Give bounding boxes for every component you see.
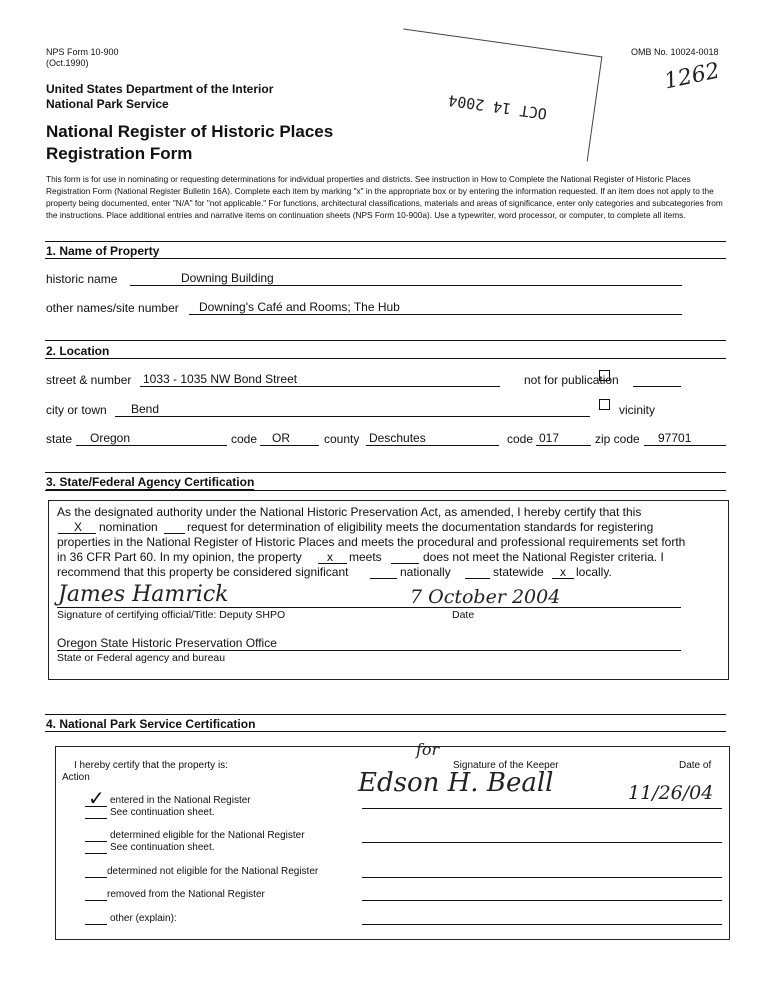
county-line [366,445,499,446]
city-label: city or town [46,403,107,417]
section-1-heading: 1. Name of Property [46,244,160,258]
see-cont-2-label: See continuation sheet. [110,842,215,853]
form-number: NPS Form 10-900 [46,47,119,57]
street-field[interactable]: 1033 - 1035 NW Bond Street [143,372,298,386]
eligible-signature-line [362,842,722,843]
vicinity-label: vicinity [619,403,656,417]
keeper-signature: Edson H. Beall [358,768,554,798]
signature-line [57,607,681,608]
agency-line [57,650,681,651]
determined-eligible-label: determined eligible for the National Register [110,830,305,841]
section-2-rule-bottom [45,358,726,359]
section-1-rule-bottom [45,258,726,259]
meets-mark[interactable]: x [327,550,333,564]
certifying-date: 7 October 2004 [410,586,561,608]
section-3-heading: 3. State/Federal Agency Certification [46,475,255,489]
state-line [76,445,227,446]
not-eligible-signature-line [362,877,722,878]
zip-line [644,445,726,446]
nomination-mark[interactable]: X [74,520,83,534]
state-code-line [260,445,319,446]
statewide-line [465,578,490,579]
locally-mark[interactable]: x [560,565,566,579]
section-3-rule [45,472,726,473]
agency-label: State or Federal agency and bureau [57,652,226,664]
omb-number: OMB No. 10024-0018 [631,47,719,57]
instructions-line-1: This form is for use in nominating or requesting determinations for individual properties and districts. See instruction in How to Complete the National Register of Historic Places [46,174,691,184]
signature-label: Signature of certifying official/Title: Deputy SHPO [57,609,286,621]
entered-label: entered in the National Register [110,795,251,806]
handwritten-number: 1262 [662,58,722,95]
nomination-label: nomination [99,520,158,534]
received-stamp [389,29,603,162]
state-code-field[interactable]: OR [272,431,290,445]
form-date: (Oct.1990) [46,58,89,68]
cert-line-5a: recommend that this property be considered significant [57,565,349,579]
department-name: United States Department of the Interior [46,82,274,96]
not-for-publication-checkbox[interactable] [599,370,610,381]
keeper-signature-line [362,808,722,809]
instructions-line-3: property being documented, enter "N/A" for "not applicable." For functions, architectural classifications, materials and areas of significance, enter only categories and subcategories from [46,198,723,208]
service-name: National Park Service [46,97,169,111]
other-signature-line [362,924,722,925]
city-line [115,416,590,417]
zip-label: zip code [595,432,640,446]
nationally-label: nationally [400,565,451,579]
county-code-line [536,445,591,446]
cert-line-3: properties in the National Register of Historic Places and meets the procedural and professional requirements set forth [57,535,686,549]
section-4-heading: 4. National Park Service Certification [46,717,256,731]
state-code-label: code [231,432,258,446]
cert-line-2: request for determination of eligibility meets the documentation standards for registering [187,520,654,534]
section-1-rule [45,241,726,242]
removed-signature-line [362,900,722,901]
nationally-line [370,578,397,579]
not-for-publication-label: not for publication [524,373,619,387]
action-label: Action [62,772,90,783]
other-names-label: other names/site number [46,301,179,315]
city-field[interactable]: Bend [131,402,160,416]
state-label: state [46,432,73,446]
form-title: National Register of Historic Places [46,122,334,141]
request-line [164,533,185,534]
other-names-field[interactable]: Downing's Café and Rooms; The Hub [199,300,400,314]
removed-line [85,900,107,901]
date-label: Date [452,609,475,621]
does-not-meet-line [391,563,419,564]
not-eligible-line [85,877,107,878]
state-field[interactable]: Oregon [90,431,131,445]
keeper-signature-label: Signature of the Keeper [453,760,559,771]
statewide-label: statewide [493,565,544,579]
instructions-line-2: Registration Form (National Register Bulletin 16A). Complete each item by marking "x" in the appropriate box or by entering the information requested. If an item does not apply to the [46,186,714,196]
check-mark-icon: ✓ [88,788,105,810]
agency-field[interactable]: Oregon State Historic Preservation Office [57,636,277,650]
county-code-label: code [507,432,534,446]
street-line [140,386,500,387]
see-cont-1-line [85,818,107,819]
not-for-publication-line [633,386,681,387]
county-field[interactable]: Deschutes [369,431,426,445]
section-4-rule-bottom [45,731,726,732]
street-label: street & number [46,373,132,387]
certify-line: I hereby certify that the property is: [74,760,228,771]
keeper-for: for [416,740,440,759]
cert-line-4c: does not meet the National Register criteria. I [423,550,664,564]
section-3-rule-bottom [45,490,726,491]
other-line [85,924,107,925]
determined-eligible-line [85,841,107,842]
county-code-field[interactable]: 017 [539,431,560,445]
instructions-line-4: the instructions. Place additional entries and narrative items on continuation sheets (NPS Form 10-900a). Use a typewriter, word processor, or computer, to complete all items. [46,210,686,220]
meets-label: meets [349,550,382,564]
other-names-line [189,314,682,315]
section-4-rule [45,714,726,715]
section-2-heading: 2. Location [46,344,110,358]
keeper-date: 11/26/04 [628,782,714,804]
see-cont-2-line [85,853,107,854]
county-label: county [324,432,360,446]
see-cont-1-label: See continuation sheet. [110,807,215,818]
cert-line-1: As the designated authority under the National Historic Preservation Act, as amended, I hereby certify that this [57,505,642,519]
other-label: other (explain): [110,913,177,924]
certifying-signature: James Hamrick [58,582,229,607]
date-of-action-label: Date of [679,760,712,771]
vicinity-checkbox[interactable] [599,399,610,410]
not-eligible-label: determined not eligible for the National Register [107,866,319,877]
historic-name-label: historic name [46,272,118,286]
locally-label: locally. [576,565,612,579]
historic-name-line [130,285,682,286]
section-2-rule [45,340,726,341]
cert-line-4a: in 36 CFR Part 60. In my opinion, the property [57,550,302,564]
zip-field[interactable]: 97701 [658,431,692,445]
removed-label: removed from the National Register [107,889,265,900]
stamp-date: OCT 14 2004 [447,91,549,123]
form-subtitle: Registration Form [46,144,193,163]
historic-name-field[interactable]: Downing Building [181,271,274,285]
